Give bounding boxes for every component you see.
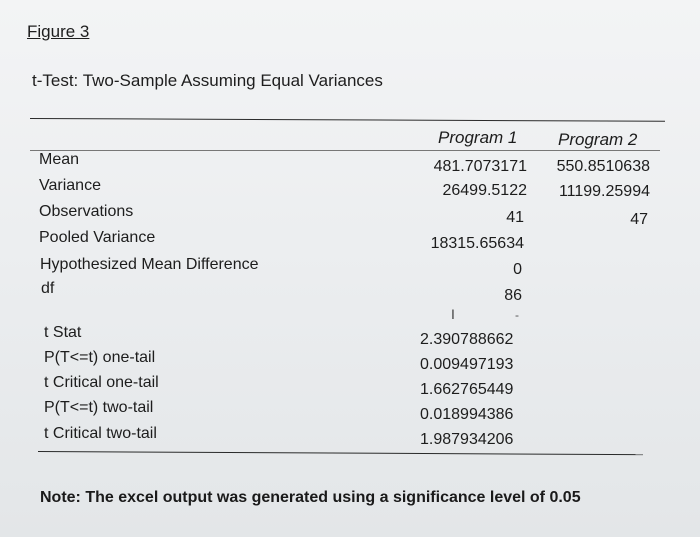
stat-label-p-two-tail: P(T<=t) two-tail xyxy=(44,399,154,416)
row-mean-program-1: 481.7073171 xyxy=(433,158,527,175)
row-observations-program-1: 41 xyxy=(506,209,524,226)
stray-mark: - xyxy=(515,308,519,322)
row-variance-program-2: 11199.25994 xyxy=(558,183,650,200)
row-observations-program-2: 47 xyxy=(630,211,648,228)
row-variance-program-1: 26499.5122 xyxy=(442,182,527,199)
stat-label-p-one-tail: P(T<=t) one-tail xyxy=(44,349,156,366)
significance-note: Note: The excel output was generated using a significance level of 0.05 xyxy=(40,489,581,506)
row-label-hypothesized-mean-difference: Hypothesized Mean Difference xyxy=(40,256,259,273)
row-label-observations: Observations xyxy=(39,203,134,220)
row-label-variance: Variance xyxy=(39,177,101,194)
stat-value-t-critical-two-tail: 1.987934206 xyxy=(420,431,514,448)
row-df-program-1: 86 xyxy=(504,287,522,304)
stat-label-t-critical-one-tail: t Critical one-tail xyxy=(44,374,159,391)
header-program-1: Program 1 xyxy=(438,128,518,147)
row-pooled-variance-program-1: 18315.65634 xyxy=(430,235,524,252)
row-label-mean: Mean xyxy=(39,151,80,168)
row-hypothesized-mean-difference-program-1: 0 xyxy=(513,261,522,278)
stat-value-t-critical-one-tail: 1.662765449 xyxy=(420,381,514,398)
row-mean-program-2: 550.8510638 xyxy=(556,158,650,175)
stat-label-t-stat: t Stat xyxy=(44,324,82,341)
row-label-pooled-variance: Pooled Variance xyxy=(39,229,156,246)
test-title: t-Test: Two-Sample Assuming Equal Variances xyxy=(32,71,383,90)
stat-label-t-critical-two-tail: t Critical two-tail xyxy=(44,425,157,442)
stat-value-p-one-tail: 0.009497193 xyxy=(420,356,514,373)
table-top-rule xyxy=(30,118,665,122)
header-rule xyxy=(30,150,660,151)
stat-value-t-stat: 2.390788662 xyxy=(420,331,514,348)
stat-value-p-two-tail: 0.018994386 xyxy=(420,406,514,423)
table-bottom-rule xyxy=(38,451,643,455)
row-label-df: df xyxy=(41,280,55,297)
text-cursor-icon: I xyxy=(451,306,455,322)
header-program-2: Program 2 xyxy=(558,130,638,149)
figure-label: Figure 3 xyxy=(27,22,90,41)
